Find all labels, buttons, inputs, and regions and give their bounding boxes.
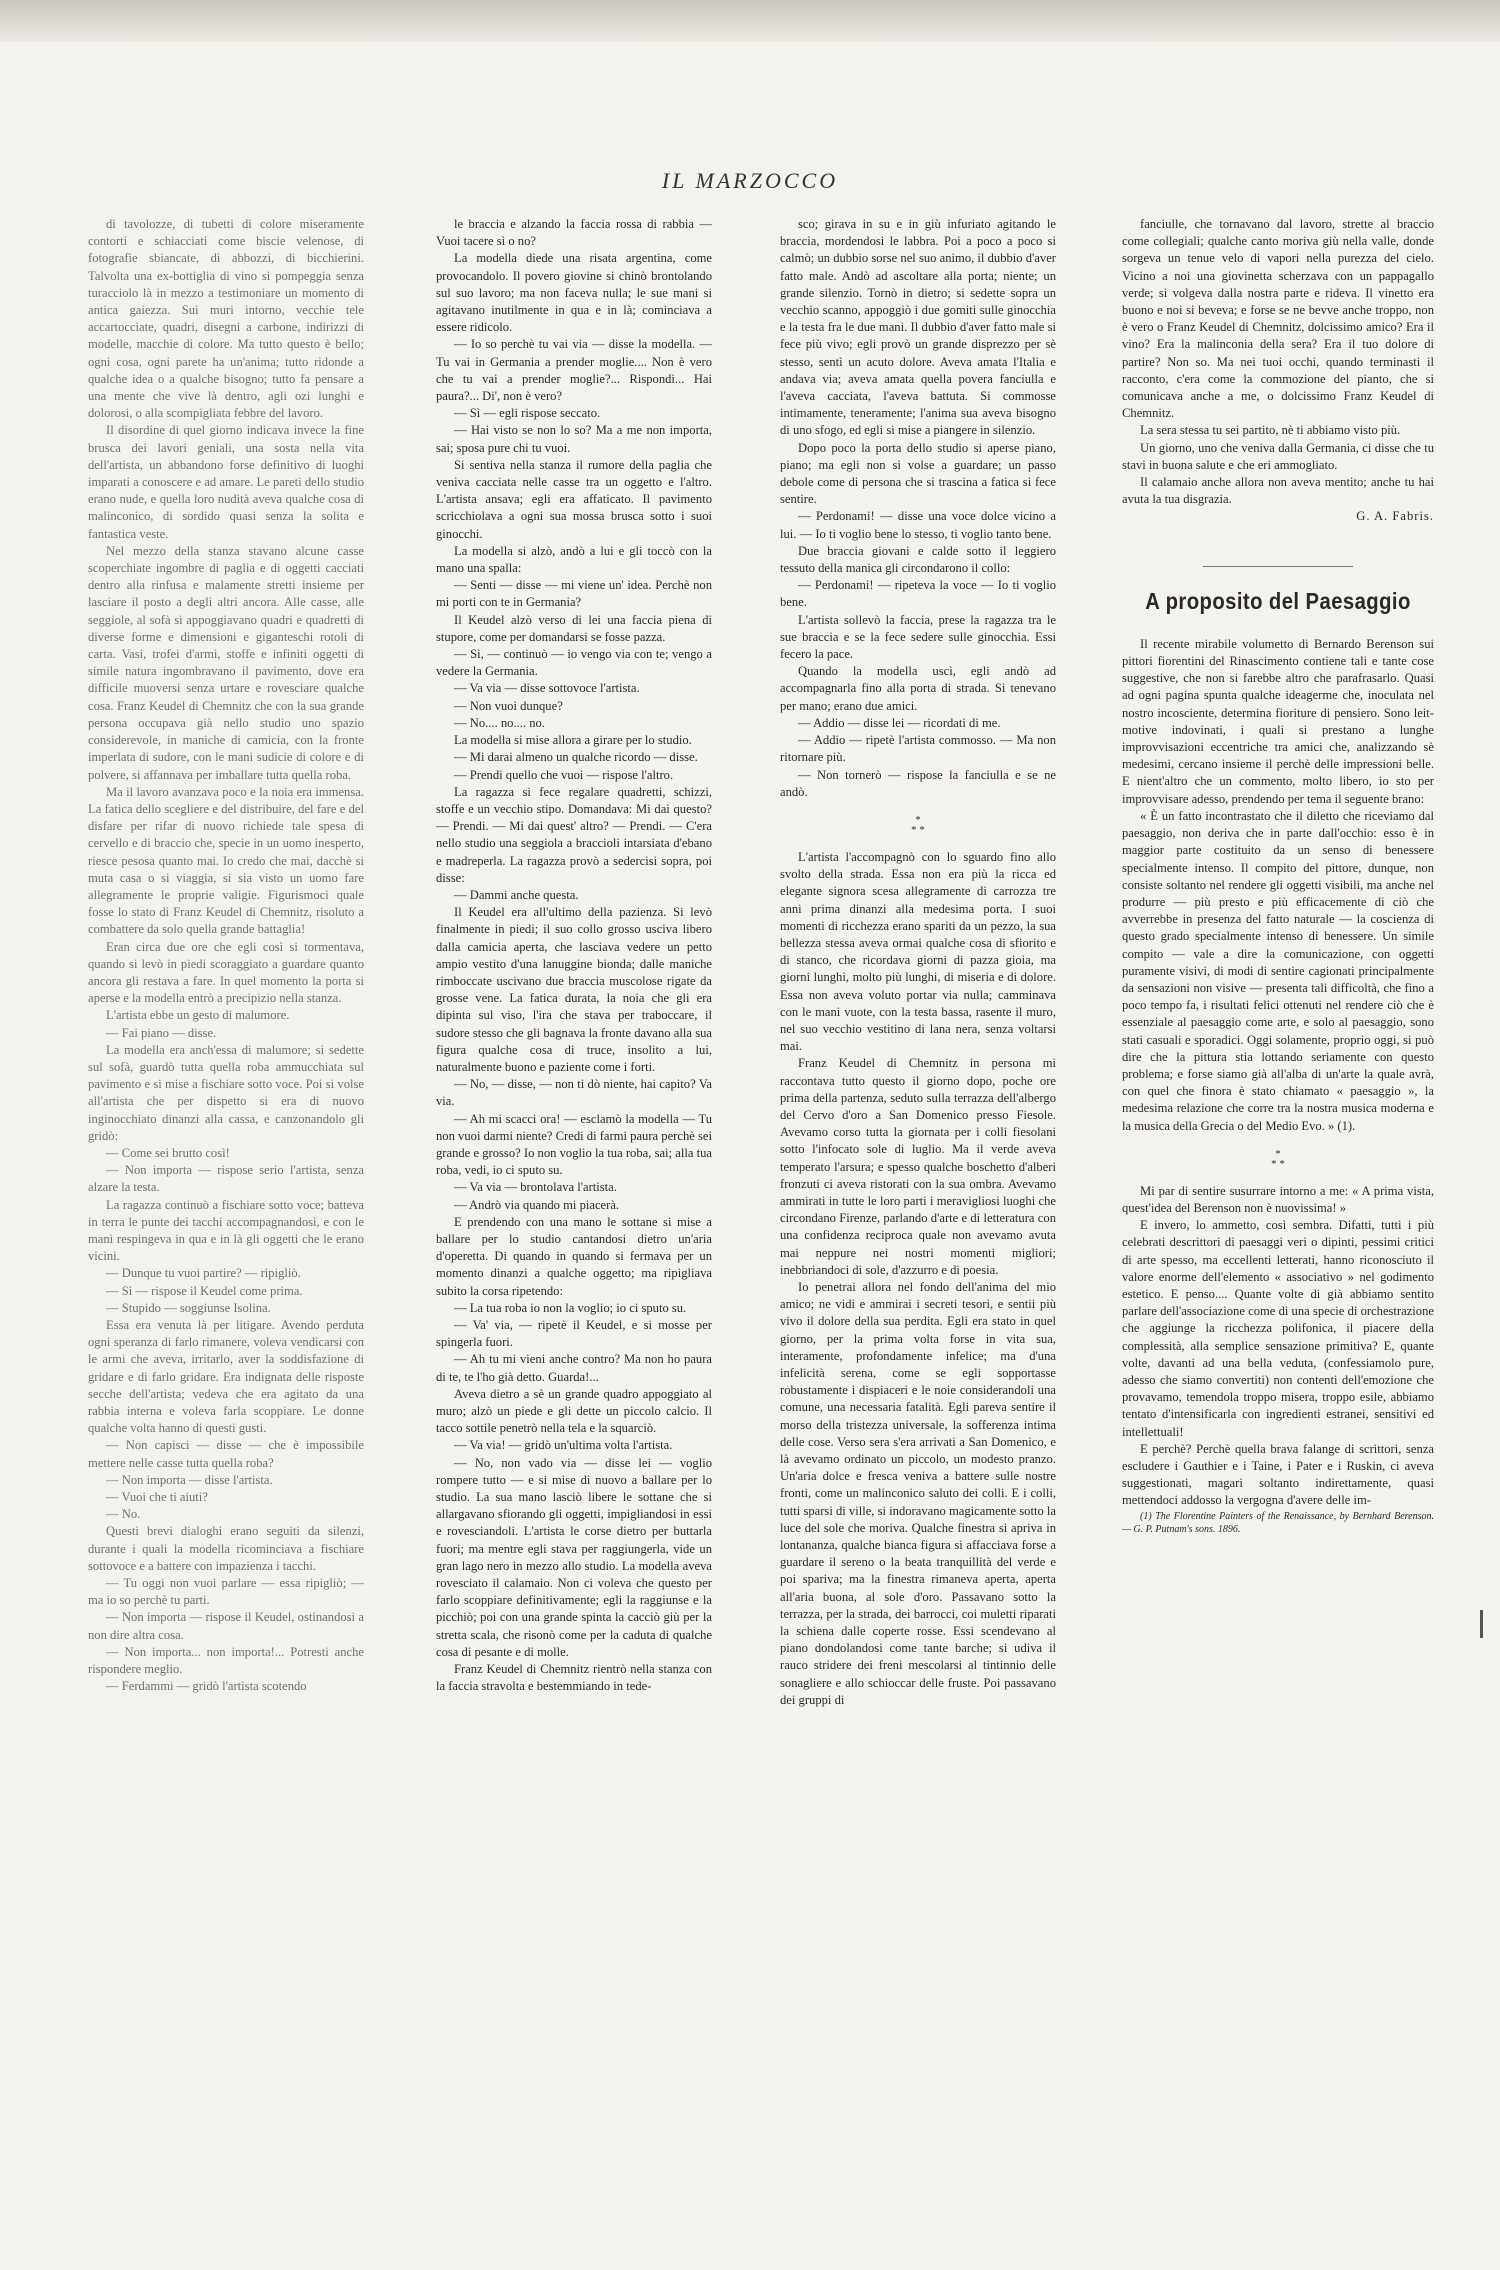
paragraph: — Senti — disse — mi viene un' idea. Perchè non mi porti con te in Germania? <box>436 578 712 610</box>
paragraph: Il disordine di quel giorno indicava invece la fine brusca dei lavori geniali, una sosta nella vita dell'artista, un abbandono forse definitivo di luoghi imparati a conoscere e ad amare. Le pareti dello studio erano nude, e quella loro nudità aveva qualche cosa di malinconico, di sordido quasi senza la solita e fantastica veste. <box>88 423 364 541</box>
paragraph: — Hai visto se non lo so? Ma a me non importa, sai; sposa pure chi tu vuoi. <box>436 423 712 455</box>
section-break-asterisks: * * * <box>911 813 925 836</box>
section-break-asterisks: * * * <box>1271 1147 1285 1170</box>
paragraph: — Mi darai almeno un qualche ricordo — disse. <box>454 750 698 765</box>
paragraph: — Andrò via quando mi piacerà. <box>454 1197 620 1212</box>
column-4 <box>1122 216 1434 2176</box>
paragraph: sco; girava in su e in giù infuriato agitando le braccia, mordendosi le labbra. Poi a poco a poco si calmò; un dubbio sorse nel suo animo, il dubbio d'aver fatto male. Andò ad ascoltare alla porta; niente; un grande silenzio. Tornò in dietro; si sedette sopra un vecchio scanno, appoggiò i due gomiti sulle ginocchia e la testa fra le due mani. Il dubbio d'aver fatto male si fece più vivo; egli provò un grande disprezzo per sè stesso, sentì un acuto dolore. Aveva amata l'Italia e andava via; aveva amata quella povera fanciulla e l'aveva cacciata, l'aveva battuta. Si commosse intimamente, teneramente; l'anima sua aveva bisogno di uno sfogo, ed egli si mise a piangere in silenzio. <box>780 217 1056 438</box>
paragraph: Aveva dietro a sè un grande quadro appoggiato al muro; alzò un piede e gli dette un piccolo calcio. Il tacco sottile penetrò nella tela e la squarciò. <box>436 1386 712 1436</box>
paragraph: L'artista l'accompagnò con lo sguardo fino allo svolto della strada. Essa non era più la ricca ed elegante signora scesa allegramente di carrozza tre anni prima dinanzi alla medesima porta. I suoi momenti di ricchezza erano spariti da un pezzo, la sua bellezza stessa aveva ormai qualche cosa di sfiorito e di stanco, che ricordava giorni di pazza gioia, ma giorni lunghi, molto più lunghi, di miseria e di dolore. Essa non aveva voluto portar via nulla; camminava con le mani vuote, con la testa bassa, rasente il muro, nel suo vecchio vestitino di lana nera, senza voltarsi mai. <box>780 849 1056 1054</box>
paragraph: La sera stessa tu sei partito, nè ti abbiamo visto più. <box>1140 423 1401 438</box>
paragraph: — Non importa — disse l'artista. <box>106 1472 273 1487</box>
paragraph: E prendendo con una mano le sottane si mise a ballare per lo studio cantandosi dietro un'aria d'operetta. Di quando in quando si fermava per un momento dinanzi a qualche oggetto; ma ripigliava subito la corsa ripetendo: <box>436 1214 712 1298</box>
column-2 <box>436 216 712 2176</box>
paragraph: La modella si alzò, andò a lui e gli toccò con la mano una spalla: <box>436 543 712 576</box>
column-1 <box>88 216 364 2176</box>
paragraph: La modella diede una risata argentina, come provocandolo. Il povero giovine si chinò brontolando sul suo lavoro; ma non faceva nulla; le sue mani si agitavano inutilmente in qua e in là; cominciava a essere ridicolo. <box>436 251 712 335</box>
paragraph: — Va via — disse sottovoce l'artista. <box>454 681 640 696</box>
paragraph: La modella si mise allora a girare per lo studio. <box>454 733 692 748</box>
paragraph: — Va via — brontolava l'artista. <box>454 1180 617 1195</box>
paragraph: — La tua roba io non la voglio; io ci sputo su. <box>454 1300 687 1315</box>
paragraph: — Non importa... non importa!... Potresti anche rispondere meglio. <box>88 1644 364 1677</box>
paragraph: — Fai piano — disse. <box>106 1025 217 1040</box>
article-body <box>1122 636 1434 1510</box>
paragraph: Questi brevi dialoghi erano seguiti da silenzi, durante i quali la modella ricominciava a fischiare sottovoce e a battere con impazienza i tacchi. <box>88 1524 364 1573</box>
paragraph: — Come sei brutto così! <box>106 1145 230 1160</box>
column-3 <box>780 216 1056 2176</box>
paragraph: Il calamaio anche allora non aveva mentito; anche tu hai avuta la tua disgrazia. <box>1122 475 1434 507</box>
scan-margin-mark <box>1480 1610 1483 1638</box>
paragraph: — Va via! — gridò un'ultima volta l'artista. <box>454 1438 673 1453</box>
section-divider <box>1203 566 1353 567</box>
paragraph: — Addio — ripetè l'artista commosso. — Ma non ritornare più. <box>780 733 1056 765</box>
paragraph: — Ah tu mi vieni anche contro? Ma non ho paura di te, te l'ho già detto. Guarda!... <box>436 1352 712 1384</box>
paragraph: Essa era venuta là per litigare. Avendo perduta ogni speranza di farlo rimanere, voleva vendicarsi con le armi che aveva, irritarlo, aver la soddisfazione di gridare e di farlo gridare. Era indignata delle risposte secche dell'artista; vedeva che era agitato da una rabbia interna e voleva farla scoppiare. Le donne qualche volta hanno di questi gusti. <box>88 1318 364 1436</box>
paragraph: Franz Keudel di Chemnitz in persona mi raccontava tutto questo il giorno dopo, poche ore prima della partenza, seduto sulla terrazza dell'albergo del Cervo d'oro a San Domenico presso Fiesole. Avevamo corso tutta la giornata per i colli fiesolani sotto l'infocato sole di luglio. Ma il verde aveva temperato l'arsura; e spesso qualche boschetto d'alberi fronzuti ci aveva ristorati con la sua ombra. Avevamo ammirati in tutte le loro parti i meravigliosi luoghi che circondano Firenze, parlando d'arte e di letteratura con una confidenza reciproca quale non avevamo avuta mai neppure nei nostri momenti migliori; inebbriandoci di sole, d'azzurro e di poesia. <box>780 1056 1056 1277</box>
paragraph: — Prendi quello che vuoi — rispose l'altro. <box>454 767 674 782</box>
paragraph: — Ah mi scacci ora! — esclamò la modella — Tu non vuoi darmi niente? Credi di farmi paura perchè sei grande e grosso? Io non voglio la tua roba, sai; alla tua roba, vedi, io ci sputo su. <box>436 1111 712 1178</box>
paragraph: La ragazza continuò a fischiare sotto voce; batteva in terra le punte dei tacchi accompagnandosi, e con le mani respingeva in qua e in là gli oggetti che le erano vicini. <box>88 1197 364 1264</box>
paragraph: — Tu oggi non vuoi parlare — essa ripigliò; — ma io so perchè tu parti. <box>88 1576 364 1608</box>
paragraph: — Perdonami! — disse una voce dolce vicino a lui. — Io ti voglio bene lo stesso, ti voglio tanto bene. <box>780 509 1056 541</box>
paragraph: — No, — disse, — non ti dò niente, hai capito? Va via. <box>436 1077 712 1109</box>
paragraph: Mi par di sentire susurrare intorno a me: « A prima vista, quest'idea del Berenson non è nuovissima! » <box>1122 1183 1434 1215</box>
paragraph: Io penetrai allora nel fondo dell'anima del mio amico; ne vidi e ammirai i secreti tesori, e sentii più vivo il dolore della sua perdita. Egli era stato in quel giorno, per la prima volta forse in vita sua, interamente, profondamente infelice; ma d'una infelicità serena, come se egli sopportasse robustamente i dispiaceri e le noie considerandoli una comune, una necessaria fatalità. Egli pareva sentire il morso della tristezza universale, la sofferenza intima delle cose. Verso sera s'era arrivati a San Domenico, e là avevamo ordinato un piccolo, un modesto pranzo. Un'aria dolce e fresca veniva a battere sulle nostre fronti, come un malinconico saluto dei colli. E i colli, tutti sparsi di ville, si indoravano magicamente sotto la luce del sole che moriva. Qualche finestra si apriva in lontananza, qualche bianca figura si affacciava forse a guardare il sereno o la beata tranquillità del verde e poi spariva; ma la finestra rimaneva aperta, aperta all'aria buona, al sole d'oro. Passavano sotto la terrazza, per la strada, dei barrocci, coi muletti riparati la schiena dalle coperte rosse. Essi scendevano al piano dondolandosi come tante barche; si udiva il rauco stridere dei freni mescolarsi al tintinnio delle sonagliere e allo schioccar delle fruste. Poi passavano dei gruppi di <box>780 1279 1056 1707</box>
paragraph: — Stupido — soggiunse Isolina. <box>106 1300 271 1315</box>
paragraph: — Non importa — rispose serio l'artista, senza alzare la testa. <box>88 1163 364 1195</box>
paragraph: — Non tornerò — rispose la fanciulla e se ne andò. <box>780 767 1056 799</box>
article-title: A proposito del Paesaggio <box>1145 587 1411 614</box>
paragraph: di tavolozze, di tubetti di colore miseramente contorti e schiacciati come biscie velenose, di fotografie sbiancate, di abbozzi, di bicchierini. Talvolta una ex-bottiglia di vino si pompeggia senza turacciolo là in mezzo a testimoniare un momento di antica gaiezza. Sui muri intorno, vecchie tele accartocciate, quadri, disegni a carbone, indirizzi di modelle, macchie di colore. Ma tutto questo è bello; ogni cosa, ogni parete ha un'anima; tutto ridonde a qualche idea o a qualche bisogno; tutto fa pensare a una mente che vive là dentro, agli ozi lunghi e dolorosi, o alla scompigliata febbre del lavoro. <box>88 217 364 421</box>
paragraph: — No. <box>106 1507 141 1522</box>
paragraph: Il Keudel alzò verso di lei una faccia piena di stupore, come per domandarsi se fosse pazza. <box>436 612 712 644</box>
paragraph: Quando la modella uscì, egli andò ad accompagnarla fino alla porta di strada. Si tenevano per mano; erano due amici. <box>780 664 1056 713</box>
paragraph: L'artista ebbe un gesto di malumore. <box>106 1008 290 1023</box>
paragraph: — Sì — egli rispose seccato. <box>454 406 601 421</box>
paragraph: — Dunque tu vuoi partire? — ripigliò. <box>106 1266 301 1281</box>
paragraph: « È un fatto incontrastato che il diletto che riceviamo dal paesaggio, non deriva che in parte dall'occhio: esso è in maggior parte costituito da un senso di benessere specialmente intenso. Il compito del pittore, dunque, non consiste soltanto nel rendere gli oggetti visibili, ma anche nel produrre — più presto e più efficacemente di ciò che avverrebbe in presenza del fatto naturale — la coscienza di questo grado specialmente intenso di benessere. Un simile compito — vale a dire la comunicazione, con oggetti puramente visivi, di modi di sentire cagionati principalmente da sensazioni non visive — presenta tali difficoltà, che fino a poco tempo fa, i risultati felici ottenuti nel rendere ciò che è essenziale al paesaggio come arte, e solo al paesaggio, sono stati casuali e sporadici. Oggi solamente, proprio oggi, si può dire che la pittura stia lottando seriamente con questo problema; e forse siamo già all'alba di un'arte la quale avrà, con quel che finora è stato chiamato « paesaggio », la medesima relazione che corre tra la nostra musica moderna e la musica della Grecia o del Medio Evo. » (1). <box>1122 808 1434 1133</box>
paragraph: Ma il lavoro avanzava poco e la noia era immensa. La fatica dello scegliere e del distribuire, del fare e del disfare per rifar di nuovo richiede tale spesa di cervello e di braccio che, specie in un uomo inesperto, riesce pesosa quanto mai. Io credo che mai, dacchè si muta casa o si viaggia, si sia visto un uomo fare allegramente le proprie valigie. Figurismoci quale fosse lo stato di Franz Keudel di Chemnitz, risoluto a combattere da solo quella grande battaglia! <box>88 784 364 937</box>
paragraph: — Vuoi che ti aiuti? <box>106 1490 208 1505</box>
paragraph: — Non importa — rispose il Keudel, ostinandosi a non dire altra cosa. <box>88 1610 364 1642</box>
author-signature: G. A. Fabris. <box>1356 509 1434 524</box>
paragraph: Dopo poco la porta dello studio si aperse piano, piano; ma egli non si volse a guardare; un passo debole come di persona che si trascina a fatica si fece sentire. <box>780 440 1056 507</box>
masthead-title: IL MARZOCCO <box>661 168 839 193</box>
paragraph: fanciulle, che tornavano dal lavoro, strette al braccio come collegiali; qualche canto moriva giù nella valle, donde sorgeva un tenue velo di vapori nella purezza del cielo. Vicino a noi una giovinetta scherzava con un pappagallo verde; si volgeva dalla nostra parte e rideva. Il vinetto era buono e noi si beveva; e forse se ne bevve anche troppo, non è vero o Franz Keudel di Chemnitz, dolcissimo amico? Era il vino? Era la malinconia della sera? Era il tuo dolore di partire? Non so. Ma nei tuoi occhi, quando terminasti il racconto, c'era come la commozione del pianto, che si comunicava anche a me, o dolcissimo Franz Keudel di Chemnitz. <box>1122 217 1434 421</box>
paragraph: Due braccia giovani e calde sotto il leggiero tessuto della manica gli circondarono il collo: <box>780 543 1056 576</box>
paragraph: Franz Keudel di Chemnitz rientrò nella stanza con la faccia stravolta e bestemmiando in tede- <box>436 1662 712 1694</box>
paragraph: le braccia e alzando la faccia rossa di rabbia — Vuoi tacere sì o no? <box>436 217 712 249</box>
paragraph: — Ferdammi — gridò l'artista scotendo <box>106 1679 307 1694</box>
paragraph: La ragazza si fece regalare quadretti, schizzi, stoffe e un vecchio stipo. Domandava: Mi dai questo? — Prendi. — Mi dai quest' altro? — Prendi. — C'era nello studio una seggiola a braccioli intarsiata d'ebano e madreperla. La ragazza provò a sedercisi sopra, poi disse: <box>436 784 712 885</box>
paragraph: Eran circa due ore che egli così si tormentava, quando si levò in piedi scoraggiato a guardare quanto ancora gli restava a fare. In quel momento la porta si aperse e la modella entrò a precipizio nella stanza. <box>88 939 364 1006</box>
paragraph: — Perdonami! — ripeteva la voce — Io ti voglio bene. <box>780 578 1056 610</box>
paragraph: — Sì — rispose il Keudel come prima. <box>106 1283 303 1298</box>
paragraph: Si sentiva nella stanza il rumore della paglia che veniva cacciata nelle casse tra un oggetto e l'altro. L'artista ansava; egli era affaticato. Il pavimento scricchiolava a ogni sua mossa brusca sotto i suoi ginocchi. <box>436 457 712 541</box>
paragraph: — Addio — disse lei — ricordati di me. <box>798 715 1001 730</box>
paragraph: — Non vuoi dunque? <box>454 698 563 713</box>
article-footnote: (1) The Florentine Painters of the Renaissance, by Bernhard Berenson. — G. P. Putnam's sons. 1896. <box>1122 1510 1434 1535</box>
story-ending <box>1122 216 1434 508</box>
paragraph: — Dammi anche questa. <box>454 887 579 902</box>
paragraph: Il recente mirabile volumetto di Bernardo Berenson sui pittori fiorentini del Rinascimento contiene tali e tante cose suggestive, che non si farebbe altro che parafrasarlo. Quasi ad ogni pagina spunta qualche ideagerme che, inoculata nel nostro incosciente, determina fioriture di pensiero. Sono leit-motive indovinati, i quali si prestano a lunghe improvvisazioni eccentriche tra amici che, analizzando sè medesimi, cercano insieme il perchè delle impressioni belle. E nient'altro che un commento, molto libero, io sto per improvvisare adesso, prendendo per tema il seguente brano: <box>1122 636 1434 806</box>
paragraph: — Sì, — continuò — io vengo via con te; vengo a vedere la Germania. <box>436 647 712 679</box>
paragraph: L'artista sollevò la faccia, prese la ragazza tra le sue braccia e se la fece sedere sulle ginocchia. Essi fecero la pace. <box>780 612 1056 662</box>
scan-top-edge <box>0 0 1500 42</box>
paragraph: Il Keudel era all'ultimo della pazienza. Si levò finalmente in piedi; il suo collo grosso usciva libero dalla camicia aperta, che lasciava vedere un petto ampio vestito d'una lanuggine bionda; dalle maniche rimboccate uscivano due braccia muscolose rigate da grosse vene. La fatica durata, la noia che gli era dipinta sul viso, l'ira che stava per traboccare, il sudore stesso che gli bagnava la fronte davano alla sua figura qualche cosa di truce, insolito a lui, naturalmente buono e paziente come i forti. <box>436 905 712 1074</box>
paragraph: Nel mezzo della stanza stavano alcune casse scoperchiate ingombre di paglia e di oggetti cacciati dentro alla rinfusa e malamente stretti insieme per lasciare il posto a degli altri ancora. Alle casse, alle seggiole, al sofà si appoggiavano quadri e quadretti di diverse forme e dimensioni e giganteschi rotoli di carta. Vasi, trofei d'armi, stoffe e infiniti oggetti di simile natura ingombravano il pavimento, dove era difficile muoversi senza urtare e rovesciare qualche cosa. Franz Keudel di Chemnitz che con la sua grande persona occupava già nello studio uno spazio considerevole, in maniche di camicia, con la fronte imperlata di sudore, con le mani sudicie di colore e di polvere, si affannava per imballare tutta quella roba. <box>88 543 364 782</box>
paragraph: Un giorno, uno che veniva dalla Germania, ci disse che tu stavi in buona salute e che eri ammogliato. <box>1122 440 1434 472</box>
paragraph: E perchè? Perchè quella brava falange di scrittori, senza escludere i Gauthier e i Taine, i Pater e i Ruskin, ci aveva suggestionati, magari soltanto indirettamente, quasi mettendoci addosso la vergogna d'avere delle im- <box>1122 1441 1434 1508</box>
paragraph: — No.... no.... no. <box>454 715 545 730</box>
paragraph: — Va' via, — ripetè il Keudel, e si mosse per spingerla fuori. <box>436 1318 712 1350</box>
paragraph: — Io so perchè tu vai via — disse la modella. — Tu vai in Germania a prender moglie.... Non è vero che tu vai a prender moglie?... Rispondi... Hai paura?... Di', non è vero? <box>436 337 712 404</box>
paragraph: — Non capisci — disse — che è impossibile mettere nelle casse tutta quella roba? <box>88 1438 364 1470</box>
paragraph: La modella era anch'essa di malumore; si sedette sul sofà, guardò tutta quella roba ammucchiata sul pavimento e si mise a fischiare sotto voce. Poi si volse all'artista che per dispetto si era di nuovo inginocchiato dinanzi alla cassa, e canzonandolo gli gridò: <box>88 1042 364 1143</box>
paragraph: E invero, lo ammetto, così sembra. Difatti, tutti i più celebrati descrittori di paesaggi veri o dipinti, pessimi critici di arte spesso, ma eccellenti letterati, hanno riconosciuto il valore enorme dell'elemento « associativo » nel godimento estetico. E penso.... Quante volte di già abbiamo sentito parlare dell'associazione come di una specie di orchestrazione che aggiunge la ricchezza polifonica, il piacere della complessità, alla semplice sensazione primitiva? E, quante volte, davanti ad una bella veduta, (confessiamolo pure, adesso che siamo convertiti) non contenti dell'emozione che provavamo, temendola troppo misera, troppo esile, abbiamo tentato d'intensificarla con ingredienti estranei, sensitivi ed intellettuali! <box>1122 1218 1434 1439</box>
paragraph: — No, non vado via — disse lei — voglio rompere tutto — e si mise di nuovo a ballare per lo studio. La sua mano lasciò libere le sottane che si allargavano sfiorando gli oggetti, impigliandosi in essi e rovesciandoli. L'artista le corse dietro per buttarla fuori; ma mentre egli stava per raggiungerla, vide un gran lago nero in mezzo allo studio. La modella aveva rovesciato il calamaio. Non ci voleva che questo per farlo scoppiare definitivamente; egli la raggiunse e la picchiò; poi con una grande spinta la cacciò giù per la stretta scala, che risonò come per la caduta di qualche cosa di pesante e di molle. <box>436 1455 712 1659</box>
